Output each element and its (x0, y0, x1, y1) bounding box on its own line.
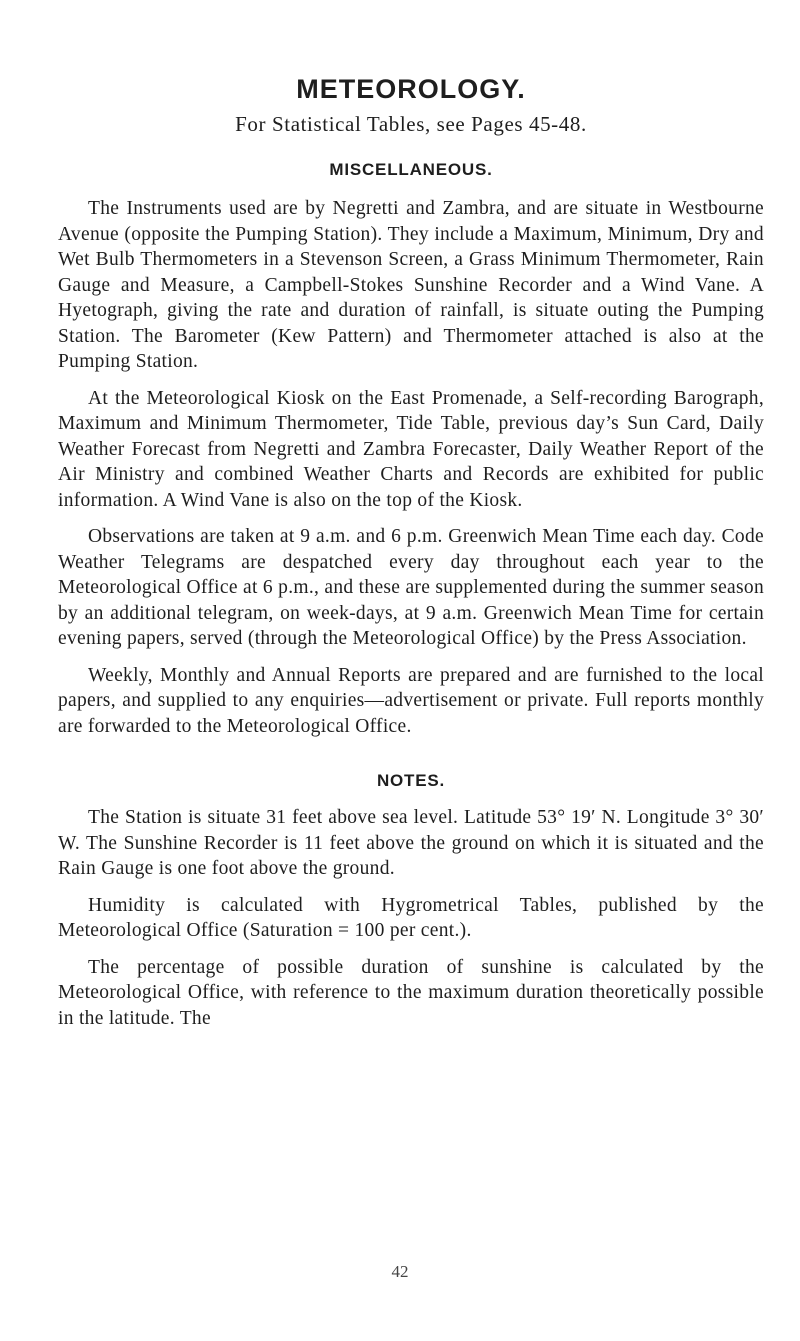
page-title: METEOROLOGY. (296, 74, 526, 104)
paragraph-observations: Observations are taken at 9 a.m. and 6 p.m. Greenwich Mean Time each day. Code Weather Telegrams are despatched every day throughout each year to the Meteorological Office at 6 p.m., and these are supplemented during the summer season by an additional telegram, on week-days, at 9 a.m. Greenwich Mean Time for certain evening papers, served (through the Meteorological Office) by the Press Association. (58, 526, 764, 649)
paragraph-humidity: Humidity is calculated with Hygrometrical Tables, published by the Meteorological Office (Saturation = 100 per cent.). (58, 894, 764, 941)
paragraph-reports: Weekly, Monthly and Annual Reports are prepared and are furnished to the local papers, and supplied to any enquiries—advertisement or private. Full reports monthly are forwarded to the Meteorological Office. (58, 664, 764, 737)
section-heading-miscellaneous: MISCELLANEOUS. (329, 160, 493, 179)
paragraph-station: The Station is situate 31 feet above sea level. Latitude 53° 19′ N. Longitude 3° 30′ W. The Sunshine Recorder is 11 feet above the ground on which it is situated and the Rain Gauge is one foot above the ground. (58, 807, 764, 879)
section-heading-notes: NOTES. (376, 771, 446, 790)
page-subtitle: For Statistical Tables, see Pages 45-48. (235, 112, 587, 136)
section-notes (58, 769, 764, 1031)
section-miscellaneous (58, 158, 764, 739)
document-page (58, 72, 764, 1042)
paragraph-instruments: The Instruments used are by Negretti and Zambra, and are situate in Westbourne Avenue (opposite the Pumping Station). They include a Maximum, Minimum, Dry and Wet Bulb Thermometers in a Stevenson Screen, a Grass Minimum Thermometer, Rain Gauge and Measure, a Campbell-Stokes Sunshine Recorder and a Wind Vane. A Hyetograph, giving the rate and duration of rainfall, is situate outing the Pumping Station. The Barometer (Kew Pattern) and Thermometer attached is also at the Pumping Station. (58, 198, 764, 372)
page-number: 42 (391, 1262, 409, 1281)
paragraph-sunshine: The percentage of possible duration of sunshine is calculated by the Meteorological Office, with reference to the maximum duration theoretically possible in the latitude. The (58, 956, 764, 1029)
paragraph-kiosk: At the Meteorological Kiosk on the East Promenade, a Self-recording Barograph, Maximum and Minimum Thermometer, Tide Table, previous day’s Sun Card, Daily Weather Forecast from Negretti and Zambra Forecaster, Daily Weather Report of the Air Ministry and combined Weather Charts and Records are exhibited for public information. A Wind Vane is also on the top of the Kiosk. (58, 387, 764, 511)
